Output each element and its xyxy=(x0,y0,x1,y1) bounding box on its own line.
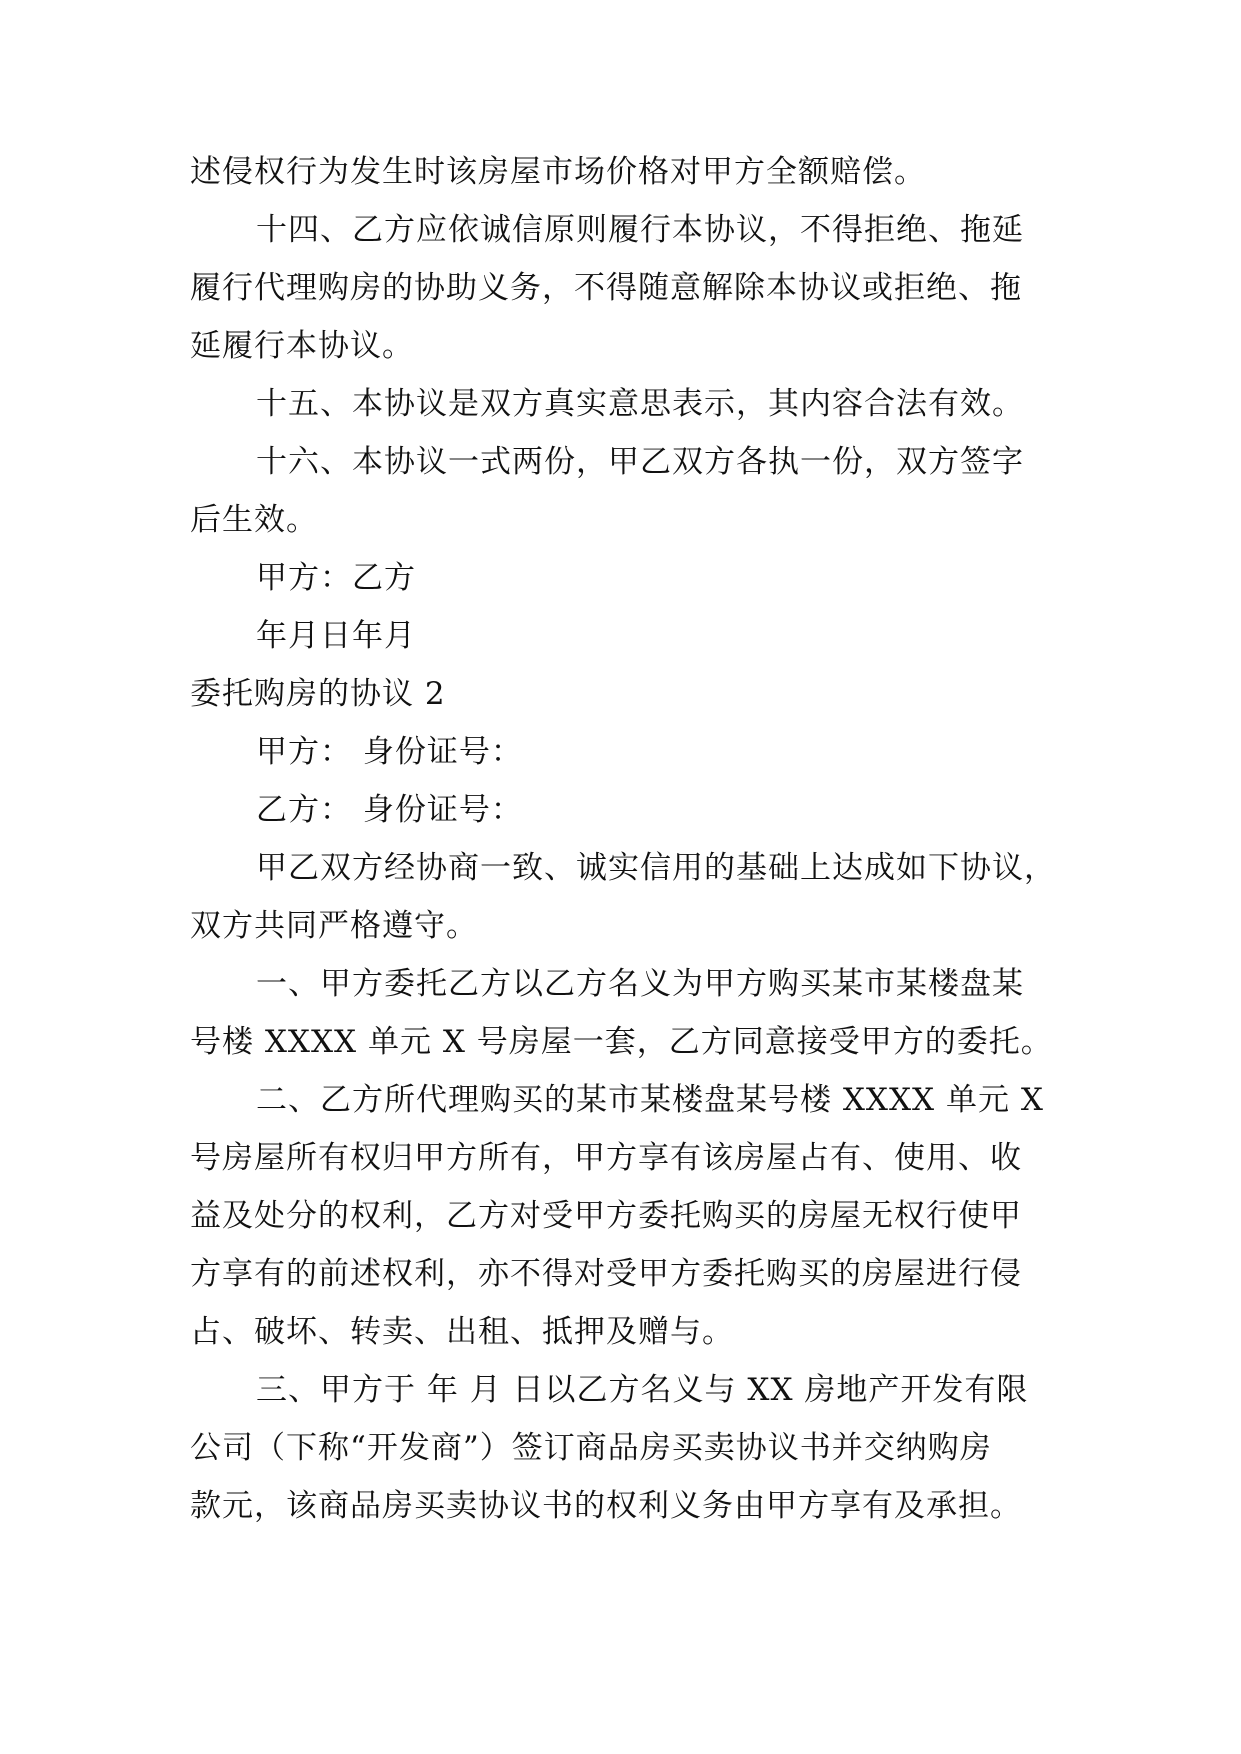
text-line: 述侵权行为发生时该房屋市场价格对甲方全额赔偿。 xyxy=(190,154,926,190)
clause-1-line-1: 一、甲方委托乙方以乙方名义为甲方购买某市某楼盘某 xyxy=(256,966,1024,1002)
clause-3-line-2: 公司（下称“开发商”）签订商品房买卖协议书并交纳购房 xyxy=(190,1430,992,1466)
signature-date-line: 年月日年月 xyxy=(256,618,416,654)
agreement-title: 委托购房的协议 2 xyxy=(190,676,446,712)
clause-2-line-4: 方享有的前述权利，亦不得对受甲方委托购买的房屋进行侵 xyxy=(190,1256,1022,1292)
party-a-id-line: 甲方： 身份证号： xyxy=(256,734,523,770)
preamble-line-2: 双方共同严格遵守。 xyxy=(190,908,478,944)
clause-14-line-2: 履行代理购房的协助义务，不得随意解除本协议或拒绝、拖 xyxy=(190,270,1022,306)
clause-2-line-1: 二、乙方所代理购买的某市某楼盘某号楼 XXXX 单元 X xyxy=(256,1082,1044,1118)
clause-3-line-1: 三、甲方于 年 月 日以乙方名义与 XX 房地产开发有限 xyxy=(256,1372,1029,1408)
party-b-id-line: 乙方： 身份证号： xyxy=(256,792,523,828)
clause-16-line-2: 后生效。 xyxy=(190,502,318,538)
clause-15-line: 十五、本协议是双方真实意思表示，其内容合法有效。 xyxy=(256,386,1024,422)
preamble-line-1: 甲乙双方经协商一致、诚实信用的基础上达成如下协议， xyxy=(256,850,1056,886)
clause-14-line-1: 十四、乙方应依诚信原则履行本协议，不得拒绝、拖延 xyxy=(256,212,1024,248)
clause-2-line-2: 号房屋所有权归甲方所有，甲方享有该房屋占有、使用、收 xyxy=(190,1140,1022,1176)
clause-2-line-5: 占、破坏、转卖、出租、抵押及赠与。 xyxy=(190,1314,734,1350)
clause-14-line-3: 延履行本协议。 xyxy=(190,328,414,364)
signature-parties-line: 甲方：乙方 xyxy=(256,560,416,596)
clause-3-line-3: 款元，该商品房买卖协议书的权利义务由甲方享有及承担。 xyxy=(190,1488,1022,1524)
clause-16-line-1: 十六、本协议一式两份，甲乙双方各执一份，双方签字 xyxy=(256,444,1024,480)
clause-1-line-2: 号楼 XXXX 单元 X 号房屋一套，乙方同意接受甲方的委托。 xyxy=(190,1024,1053,1060)
clause-2-line-3: 益及处分的权利，乙方对受甲方委托购买的房屋无权行使甲 xyxy=(190,1198,1022,1234)
